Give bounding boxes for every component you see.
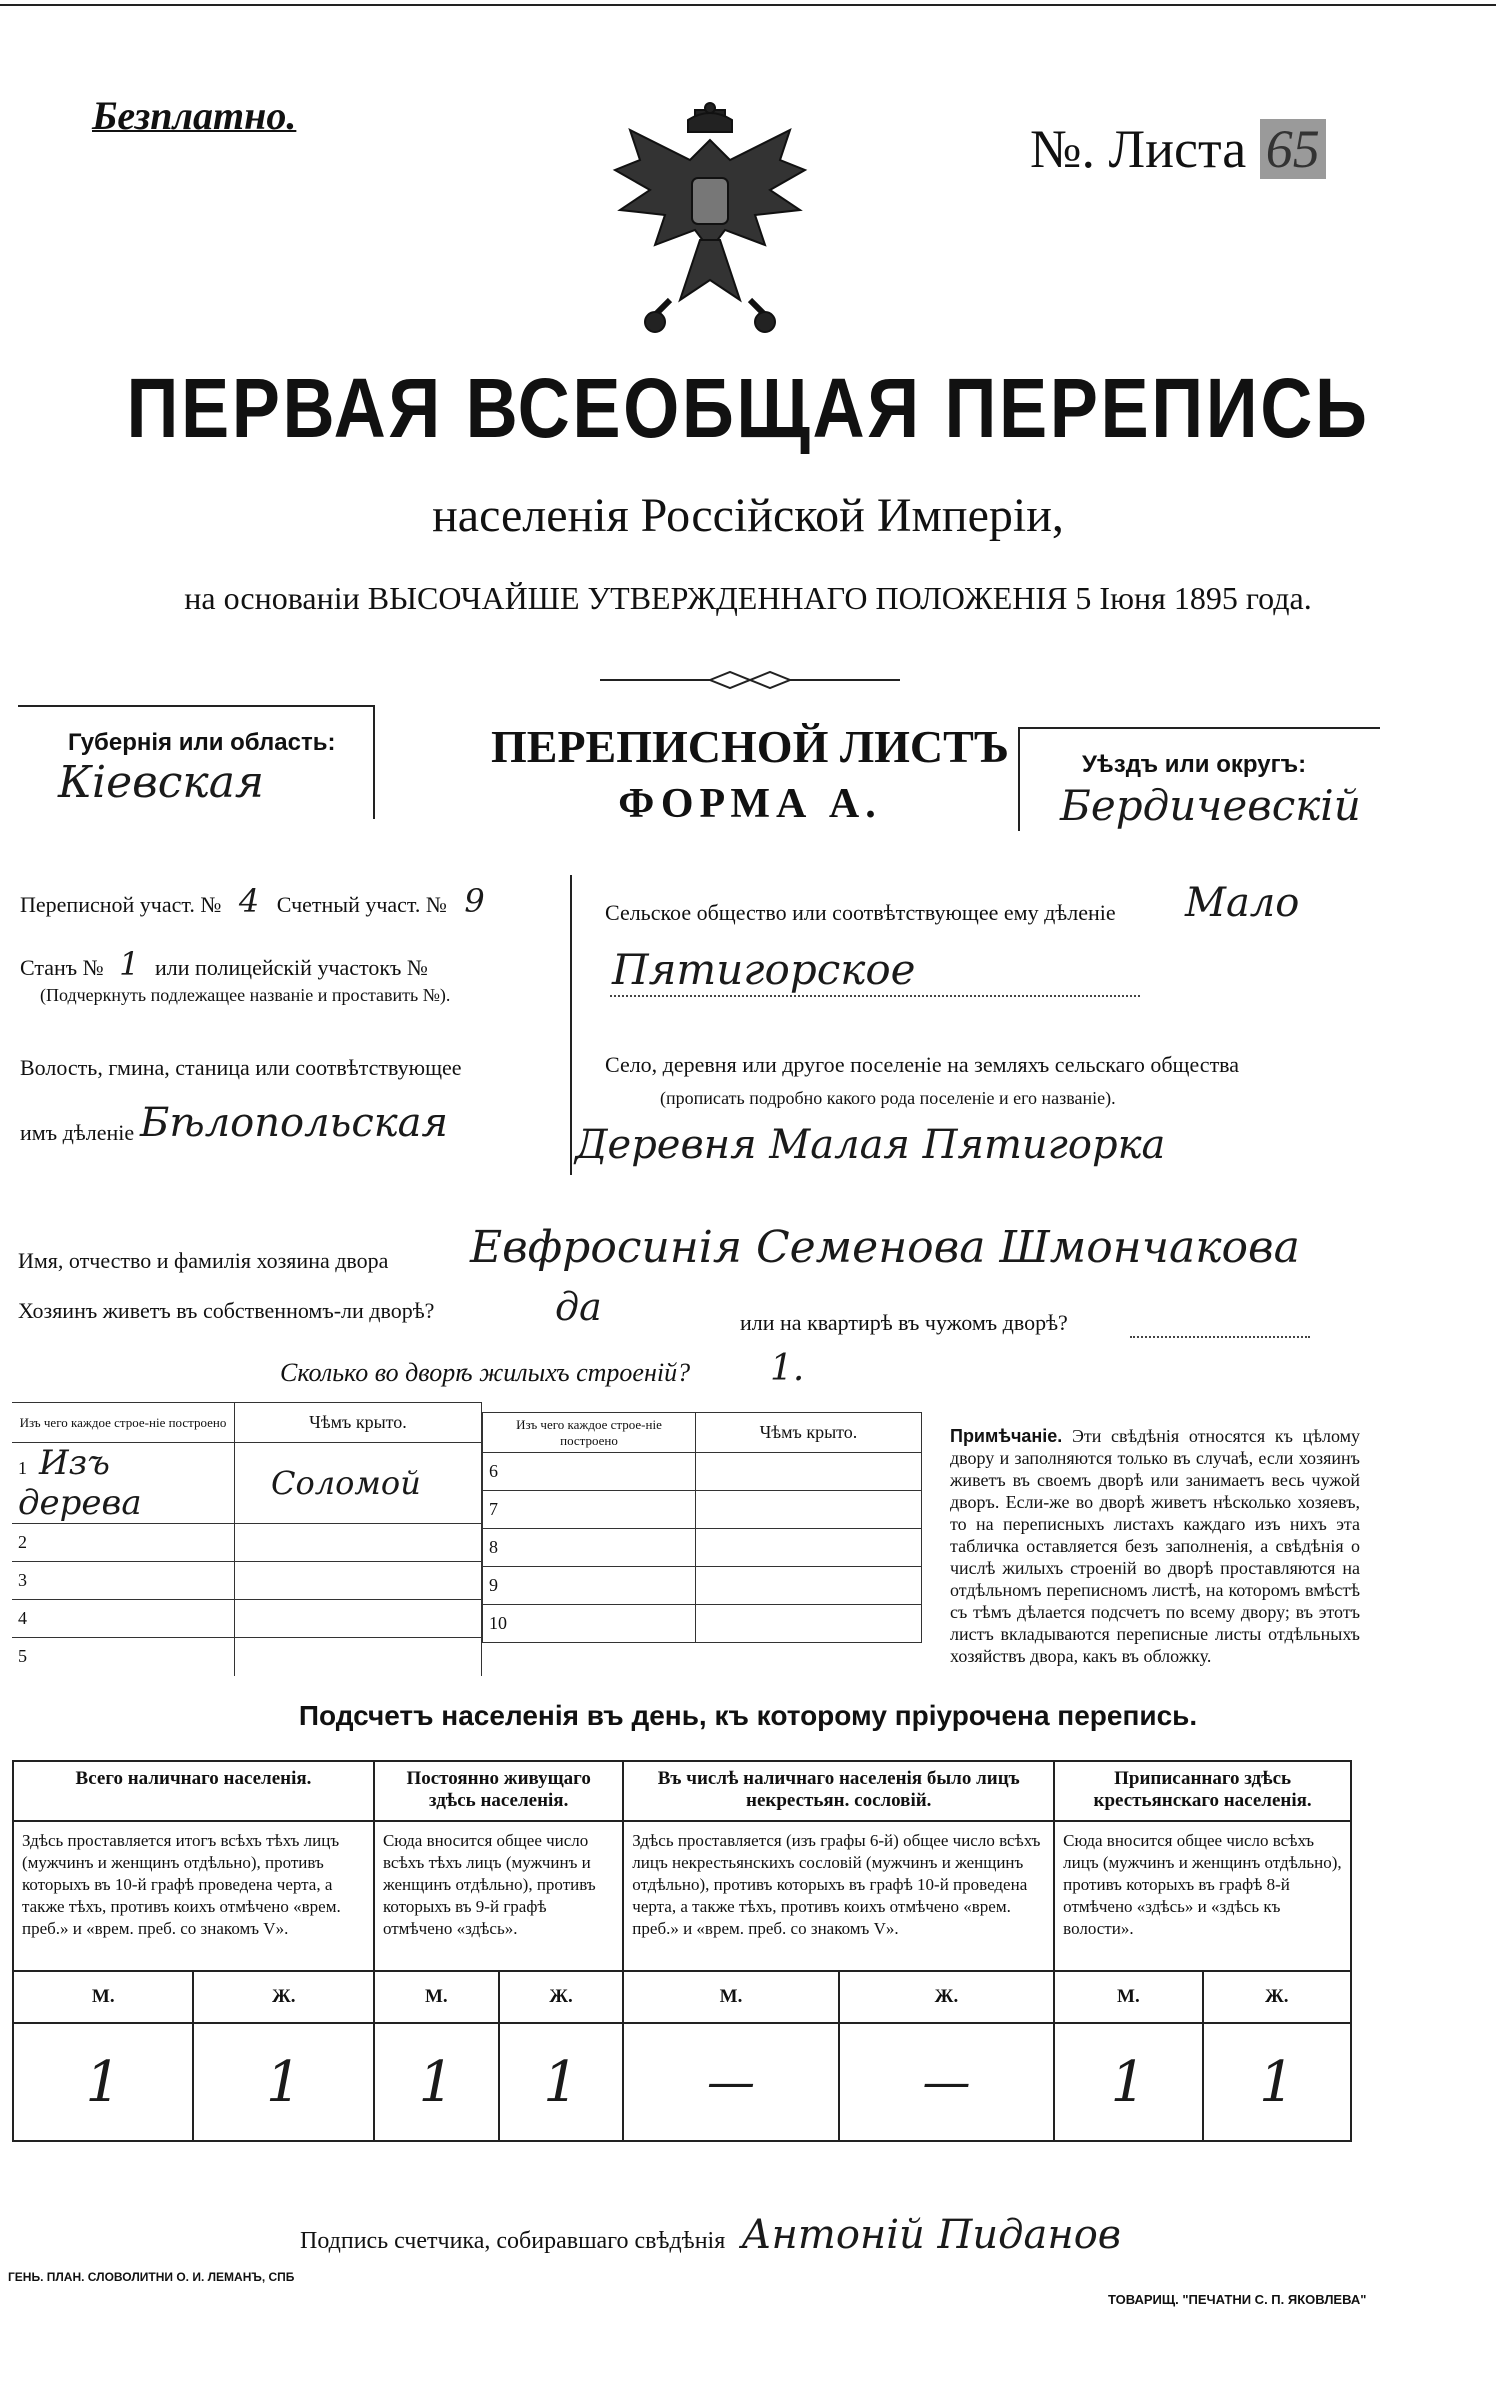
male-header: М. <box>623 1971 838 2023</box>
society-label: Сельское общество или соотвѣтствующее ему дѣленіе <box>605 900 1116 925</box>
buildings-label: Сколько во дворѣ жилыхъ строеній? <box>280 1358 691 1387</box>
col-roof-header: Чѣмъ крыто. <box>235 1403 482 1443</box>
group-header-total: Всего наличнаго населенія. <box>13 1761 374 1821</box>
col-roof-header-right: Чѣмъ крыто. <box>696 1413 922 1453</box>
sheet-number-label: №. Листа <box>1030 119 1247 179</box>
village-label: Село, деревня или другое поселеніе на земляхъ сельскаго общества <box>605 1052 1240 1077</box>
table-row: 4 <box>12 1600 482 1638</box>
stan-line: Станъ № 1 или полицейскій участокъ № <box>20 945 428 983</box>
owner-value: Евфросинія Семенова Шмончакова <box>470 1222 1300 1273</box>
society-value-line <box>610 995 1140 997</box>
uezd-label: Уѣздъ или округъ: <box>1082 751 1307 778</box>
document-title: ПЕРВАЯ ВСЕОБЩАЯ ПЕРЕПИСЬ <box>126 361 1370 455</box>
table-row: 9 <box>483 1567 922 1605</box>
free-label: Безплатно. <box>92 93 297 138</box>
owner-label: Имя, отчество и фамилія хозяина двора <box>18 1248 389 1273</box>
count-area-value: 9 <box>464 882 485 920</box>
volost-label: Волость, гмина, станица или соотвѣтствующее <box>20 1055 462 1080</box>
female-header: Ж. <box>499 1971 624 2023</box>
lives-dotted-line <box>1130 1336 1310 1338</box>
roof-value: Соломой <box>271 1464 421 1502</box>
form-label: ФОРМА А. <box>618 781 882 827</box>
lives-value: да <box>555 1285 602 1329</box>
col-material-header: Изъ чего каждое строе-ніе построено <box>12 1403 235 1443</box>
peasant-male-value: 1 <box>1054 2023 1202 2141</box>
society-value-2: Пятигорское <box>612 945 916 994</box>
total-male-value: 1 <box>13 2023 193 2141</box>
lives-label-2: или на квартирѣ въ чужомъ дворѣ? <box>740 1310 1068 1335</box>
non-peasant-male-value: — <box>623 2023 838 2141</box>
total-female-value: 1 <box>193 2023 373 2141</box>
printer-note-left: ГЕНЬ. ПЛАН. СЛОВОЛИТНИ О. И. ЛЕМАНЪ, СПБ <box>8 2270 295 2284</box>
document-subtitle: населенія Россійской Имперіи, <box>432 489 1064 542</box>
material-value: Изъ дерева <box>18 1443 142 1523</box>
group-desc-non-peasant: Здѣсь проставляется (изъ графы 6-й) общее число всѣхъ лицъ некрестьянскихъ сословій (мужчинъ и женщинъ отдѣльно), противъ которыхъ въ графѣ 10-й проведена черта, а также тѣхъ, противъ коихъ отмѣчено «врем. преб.» и «врем. преб. со знакомъ V». <box>623 1821 1054 1971</box>
note-title: Примѣчаніе. <box>950 1426 1063 1446</box>
permanent-male-value: 1 <box>374 2023 499 2141</box>
non-peasant-female-value: — <box>839 2023 1054 2141</box>
sheet-number-value: 65 <box>1260 119 1326 179</box>
village-note: (прописать подробно какого рода поселеніе и его названіе). <box>660 1088 1116 1108</box>
group-header-peasant: Приписаннаго здѣсь крестьянскаго населенія. <box>1054 1761 1351 1821</box>
uezd-box <box>1018 727 1380 831</box>
table-row: 8 <box>483 1529 922 1567</box>
group-desc-total: Здѣсь проставляется итогъ всѣхъ тѣхъ лицъ (мужчинъ и женщинъ отдѣльно), противъ которыхъ въ 10-й графѣ проведена черта, а также тѣхъ, противъ коихъ отмѣчено «врем. преб.» и «врем. преб. со знакомъ V». <box>13 1821 374 1971</box>
male-header: М. <box>374 1971 499 2023</box>
table-row: 6 <box>483 1453 922 1491</box>
uezd-value: Бердичевскій <box>1060 781 1361 830</box>
permanent-female-value: 1 <box>499 2023 624 2141</box>
signature-label: Подпись счетчика, собиравшаго свѣдѣнія <box>300 2228 726 2254</box>
lives-label: Хозяинъ живетъ въ собственномъ-ли дворѣ? <box>18 1298 435 1323</box>
female-header: Ж. <box>193 1971 373 2023</box>
table-row: 2 <box>12 1524 482 1562</box>
printer-note-right: ТОВАРИЩ. "ПЕЧАТНИ С. П. ЯКОВЛЕВА" <box>1108 2292 1367 2307</box>
group-desc-peasant: Сюда вносится общее число всѣхъ лицъ (мужчинъ и женщинъ отдѣльно), противъ которыхъ въ графѣ 8-й отмѣчено «здѣсь» и «здѣсь къ волости». <box>1054 1821 1351 1971</box>
buildings-table-right <box>482 1412 922 1643</box>
volost-value: Бѣлопольская <box>140 1100 448 1146</box>
gubernia-box <box>18 705 375 819</box>
buildings-table-left <box>12 1402 482 1676</box>
group-header-non-peasant: Въ числѣ наличнаго населенія было лицъ некрестьян. сословій. <box>623 1761 1054 1821</box>
male-header: М. <box>1054 1971 1202 2023</box>
gubernia-label: Губернія или область: <box>68 729 336 756</box>
female-header: Ж. <box>839 1971 1054 2023</box>
stan-value: 1 <box>119 945 140 983</box>
group-desc-permanent: Сюда вносится общее число всѣхъ тѣхъ лицъ (мужчинъ и женщинъ отдѣльно), противъ которыхъ въ 9-й графѣ отмѣчено «здѣсь». <box>374 1821 623 1971</box>
female-header: Ж. <box>1203 1971 1351 2023</box>
population-title: Подсчетъ населенія въ день, къ которому пріурочена перепись. <box>298 1700 1198 1731</box>
table-row: 1 Изъ дерева Соломой <box>12 1443 482 1524</box>
note-block <box>950 1425 1360 1667</box>
top-rule <box>0 4 1496 6</box>
group-header-permanent: Постоянно живущаго здѣсь населенія. <box>374 1761 623 1821</box>
census-area-value: 4 <box>238 882 260 920</box>
imperial-eagle-emblem <box>600 100 820 335</box>
ornament-divider <box>600 668 900 692</box>
table-row: 5 <box>12 1638 482 1676</box>
village-value: Деревня Малая Пятигорка <box>575 1122 1166 1168</box>
table-row: 7 <box>483 1491 922 1529</box>
table-row: 3 <box>12 1562 482 1600</box>
peasant-female-value: 1 <box>1203 2023 1351 2141</box>
census-sheet-title: ПЕРЕПИСНОЙ ЛИСТЪ <box>490 721 1010 772</box>
signature-value: Антоній Пиданов <box>741 2212 1122 2258</box>
signature-line <box>300 2212 1121 2258</box>
table-row: 10 <box>483 1605 922 1643</box>
legal-basis: на основаніи ВЫСОЧАЙШЕ УТВЕРЖДЕННАГО ПОЛОЖЕНІЯ 5 Іюня 1895 года. <box>184 580 1312 616</box>
society-value-1: Мало <box>1185 880 1300 926</box>
census-area-line: Переписной участ. № 4 Счетный участ. № 9 <box>20 882 497 920</box>
male-header: М. <box>13 1971 193 2023</box>
gubernia-value: Кіевская <box>58 757 265 808</box>
note-text: Эти свѣдѣнія относятся къ цѣлому двору и заполняются только въ случаѣ, если хозяинъ живетъ въ своемъ дворѣ или занимаетъ весь чужой дворъ. Если-же во дворѣ живетъ нѣсколько хозяевъ, то на переписныхъ листахъ каждаго изъ нихъ эта табличка оставляется безъ заполненія, а свѣдѣнія о числѣ жилыхъ строеній во дворѣ проставляются на отдѣльномъ переписномъ листѣ, на которомъ вмѣстѣ съ тѣмъ дѣлается подсчетъ по всему двору; въ этотъ листъ вкладываются переписные листы отдѣльныхъ хозяйствъ двора, какъ въ обложку. <box>950 1426 1361 1666</box>
column-divider <box>570 875 572 1175</box>
volost-label-2: имъ дѣленіе <box>20 1120 135 1145</box>
stan-note: (Подчеркнуть подлежащее названіе и проставить №). <box>40 985 451 1005</box>
buildings-value: 1. <box>770 1348 805 1389</box>
col-material-header-right: Изъ чего каждое строе-ніе построено <box>483 1413 696 1453</box>
population-table <box>12 1760 1352 2142</box>
sheet-number <box>1030 118 1326 180</box>
